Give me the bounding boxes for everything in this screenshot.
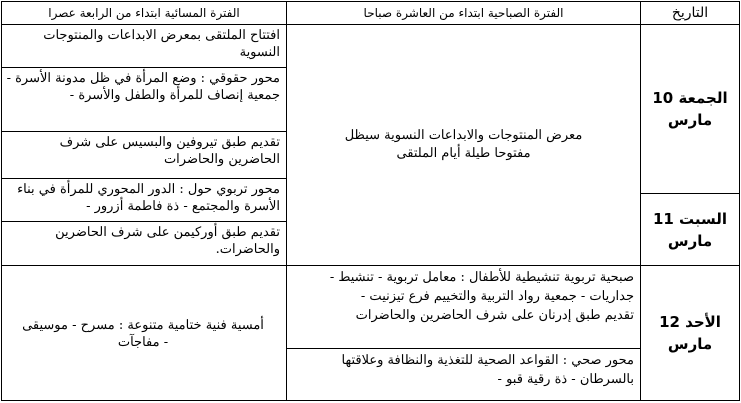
evening-closing-text: أمسية فنية ختامية متنوعة : مسرح - موسيقى - مفاجآت	[22, 318, 264, 350]
day-friday-name: الجمعة 10	[652, 89, 728, 107]
day-sunday	[640, 265, 740, 401]
day-saturday	[640, 193, 740, 266]
header-evening: الفترة المسائية ابتداء من الرابعة عصرا	[1, 1, 287, 25]
day-sunday-name: الأحد 12	[659, 313, 721, 331]
sunday-activities-text: صبحية تربوية تنشيطية للأطفال : معامل تربوية - تنشيط - جداريات - جمعية رواد التربية والتخييم فرع تيزنيت -	[329, 270, 634, 304]
day-friday	[640, 24, 740, 194]
evening-closing	[1, 265, 287, 401]
day-friday-month: مارس	[667, 111, 713, 129]
sunday-performance-text: تقديم طبق إدرنان على شرف الحاضرين والحاضرات	[355, 308, 634, 323]
morning-exhibition-text: معرض المنتوجات والابداعات النسوية سيظل مفتوحا طيلة أيام الملتقى	[344, 128, 583, 161]
day-saturday-name: السبت 11	[652, 209, 728, 228]
header-date: التاريخ	[640, 1, 740, 25]
day-sunday-month: مارس	[667, 335, 713, 353]
day-saturday-month: مارس	[667, 231, 713, 250]
evening-dish-saturday: تقديم طبق أوركيمن على شرف الحاضرين والحاضرات.	[1, 221, 287, 266]
morning-sunday-activities	[286, 265, 641, 349]
morning-sunday-health: محور صحي : القواعد الصحية للتغذية والنظافة وعلاقتها بالسرطان - ذة رقية قبو -	[286, 348, 641, 401]
morning-exhibition	[286, 24, 641, 266]
header-morning: الفترة الصباحية ابتداء من العاشرة صباحا	[286, 1, 641, 25]
evening-dish-friday: تقديم طبق تيروفين والبسيس على شرف الحاضرين والحاضرات	[1, 131, 287, 179]
evening-education-axis: محور تربوي حول : الدور المحوري للمرأة في بناء الأسرة والمجتمع - ذة فاطمة أزرور -	[1, 178, 287, 222]
evening-opening: افتتاح الملتقى بمعرض الابداعات والمنتوجات النسوية	[1, 24, 287, 68]
evening-legal-axis: محور حقوقي : وضع المرأة في ظل مدونة الأسرة - جمعية إنصاف للمرأة والطفل والأسرة -	[1, 67, 287, 132]
